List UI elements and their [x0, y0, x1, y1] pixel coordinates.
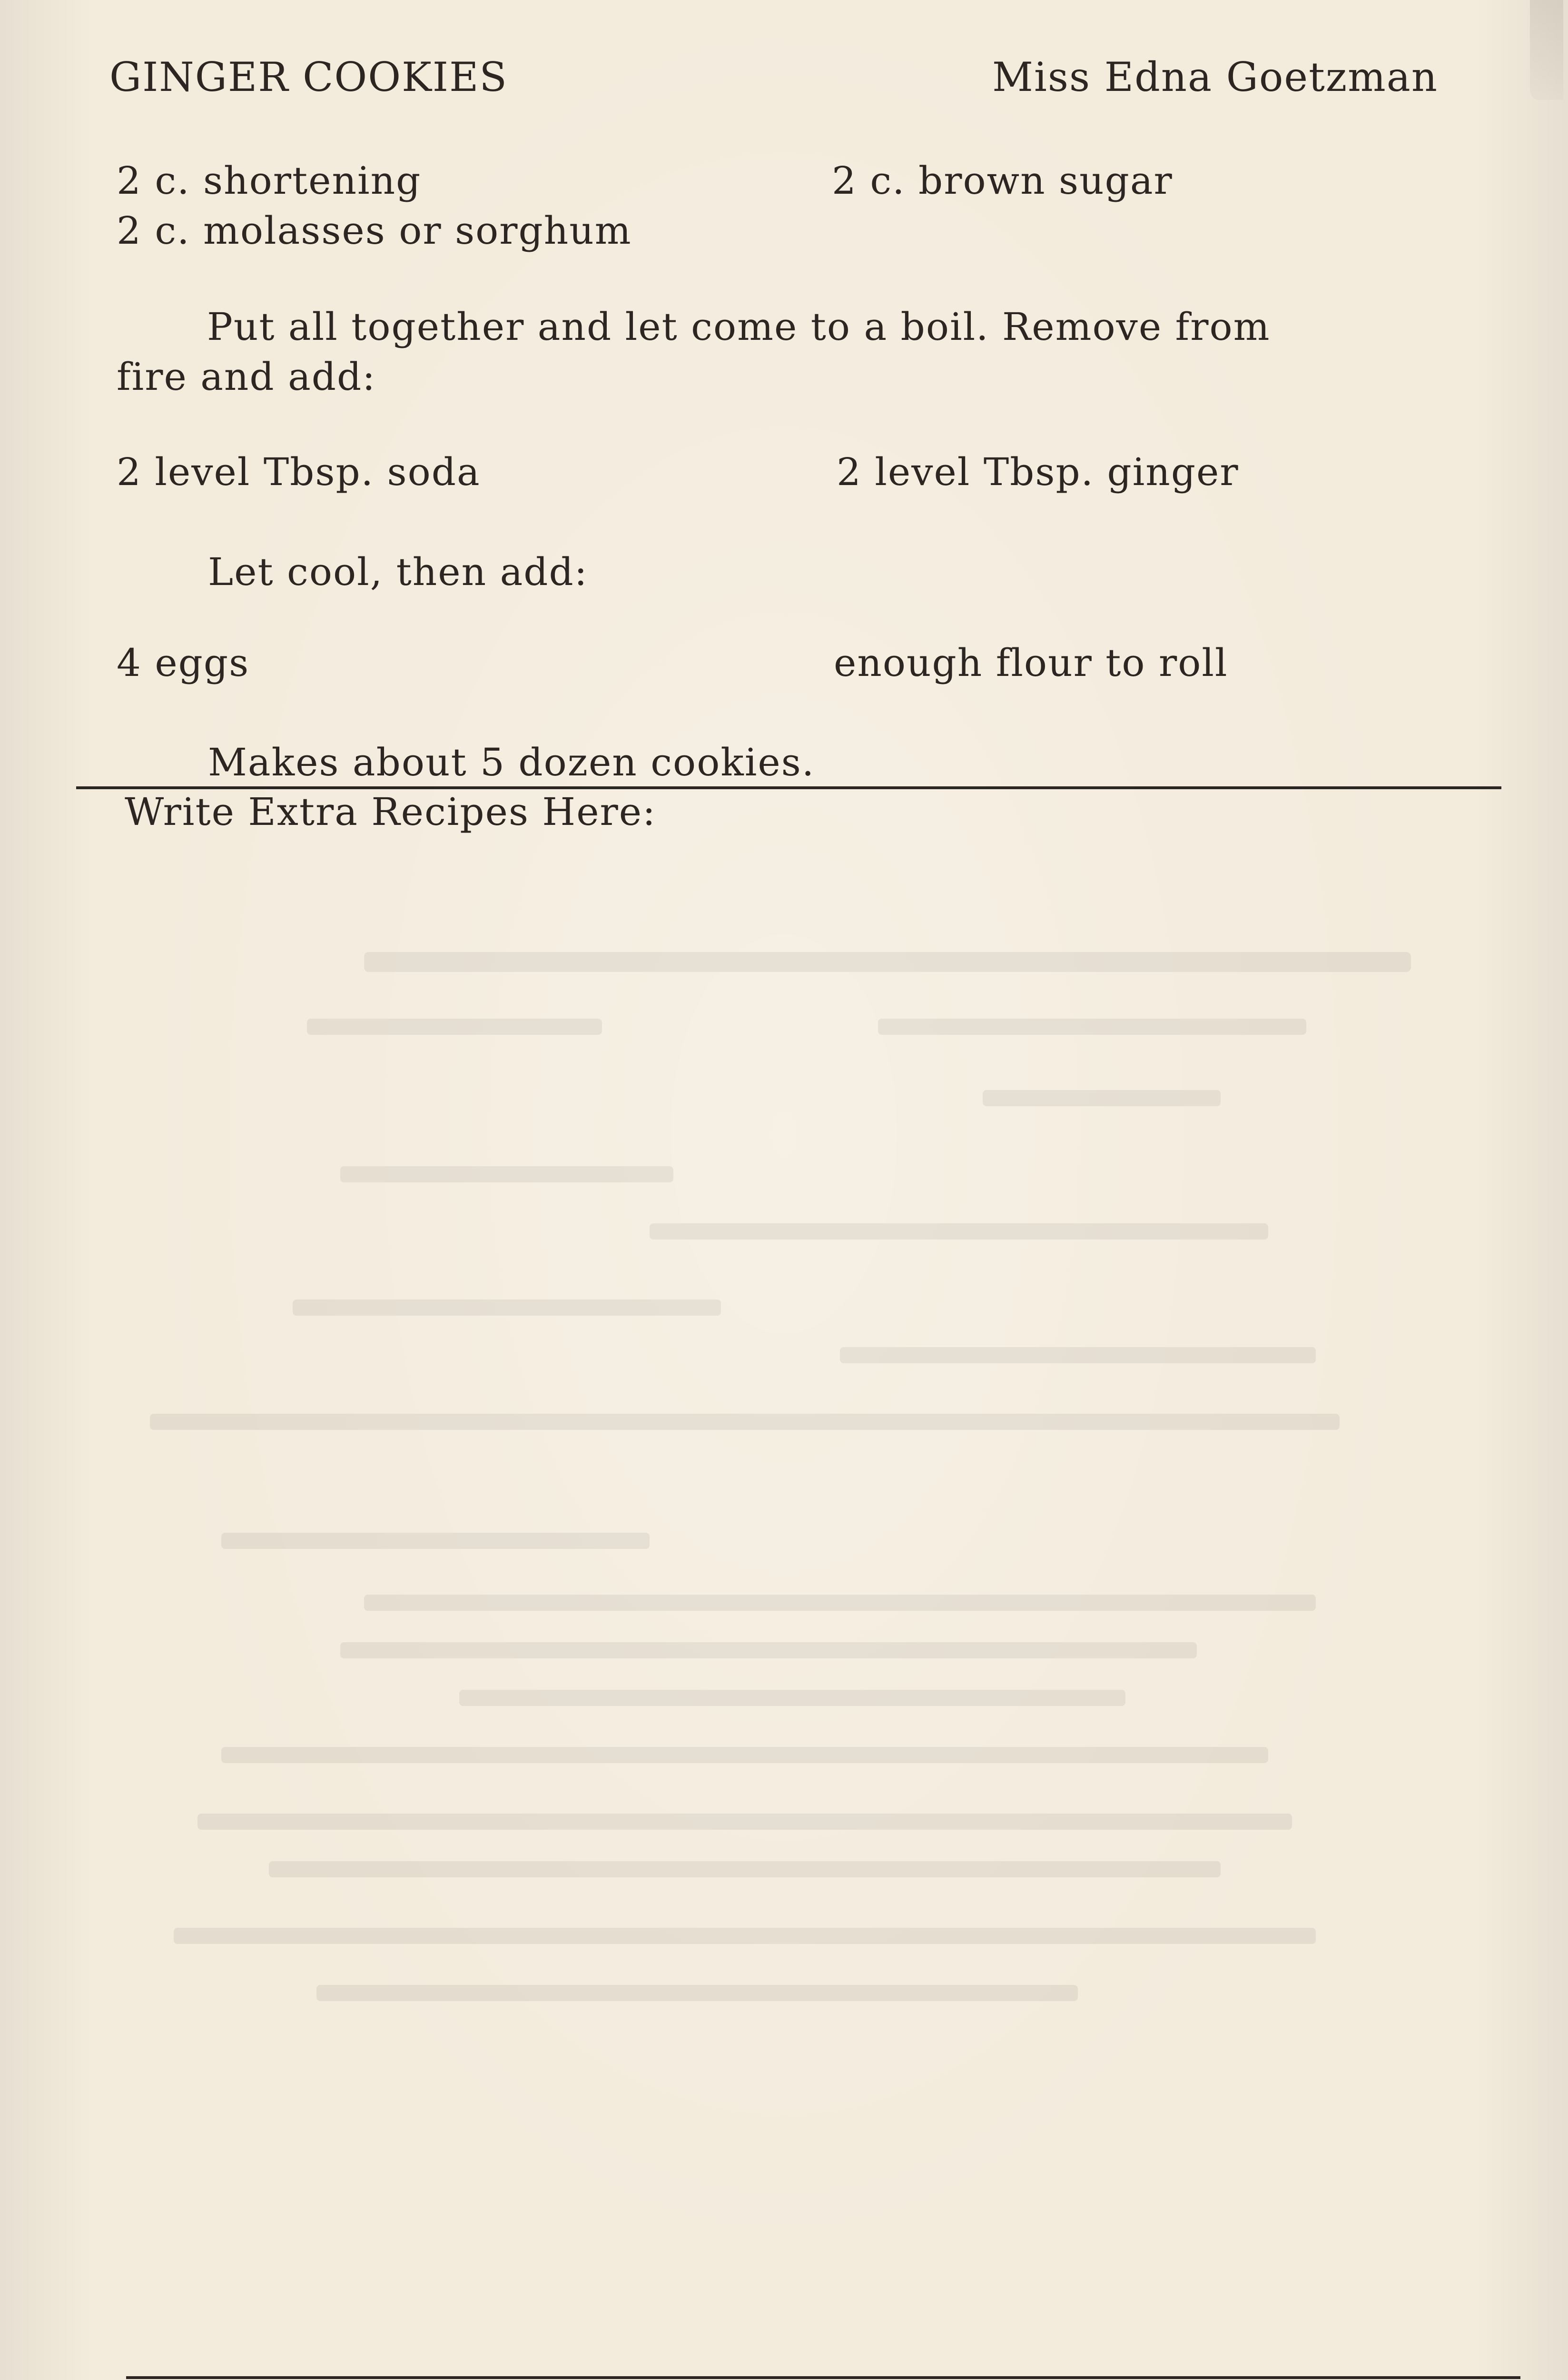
- ingredient-eggs: 4 eggs: [117, 641, 250, 685]
- ingredient-molasses: 2 c. molasses or sorghum: [117, 208, 632, 253]
- instruction-cool: Let cool, then add:: [208, 550, 588, 594]
- ingredient-ginger: 2 level Tbsp. ginger: [837, 450, 1239, 494]
- show-through-ghost-text: [79, 938, 1411, 2033]
- recipe-yield: Makes about 5 dozen cookies.: [208, 740, 815, 784]
- recipe-divider: [76, 786, 1501, 789]
- recipe-contributor: Miss Edna Goetzman: [992, 54, 1438, 100]
- page-corner: [1530, 0, 1563, 100]
- ingredient-brown-sugar: 2 c. brown sugar: [832, 159, 1173, 203]
- instruction-line-2: fire and add:: [117, 355, 376, 399]
- ingredient-shortening: 2 c. shortening: [117, 159, 422, 203]
- instruction-line-1: Put all together and let come to a boil. Remove from: [207, 305, 1271, 349]
- footer-divider: [126, 2376, 1520, 2379]
- extra-recipes-heading: Write Extra Recipes Here:: [125, 790, 657, 834]
- ingredient-soda: 2 level Tbsp. soda: [117, 450, 481, 494]
- ingredient-flour: enough flour to roll: [834, 641, 1228, 685]
- recipe-title: GINGER COOKIES: [109, 54, 508, 100]
